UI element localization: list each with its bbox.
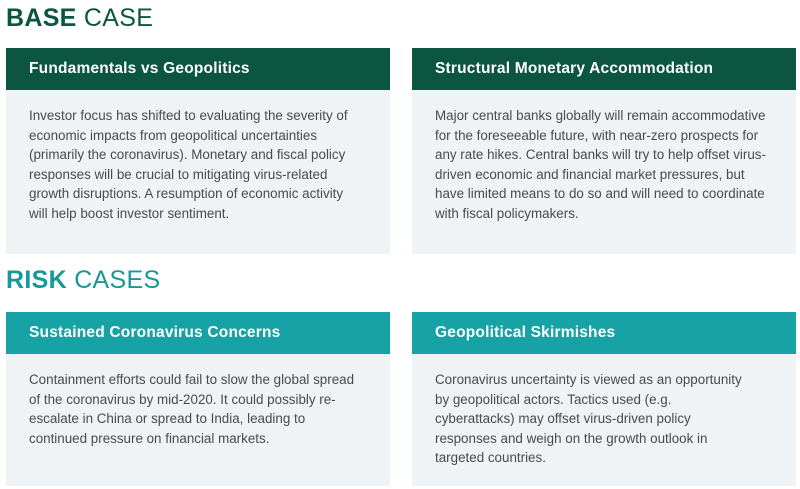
risk-cases-title [6, 266, 160, 295]
card-text-line: Major central banks globally will remain accommodative [435, 108, 766, 123]
card-text-line: for the foreseeable future, with near-zero prospects for [435, 127, 759, 143]
base-case-title-strong: BASE [6, 4, 77, 32]
card-text-line: of the coronavirus by mid-2020. It could possibly re- [29, 391, 336, 407]
card-heading: Structural Monetary Accommodation [412, 48, 796, 90]
card-sustained-coronavirus-concerns [6, 312, 390, 486]
base-case-title-light: CASE [83, 4, 154, 32]
card-text-line: driven economic and financial market pressures, but [435, 166, 745, 182]
risk-cases-title-light: CASES [74, 266, 161, 294]
card-text-line: Coronavirus uncertainty is viewed as an opportunity [435, 372, 742, 387]
card-body [412, 354, 796, 468]
card-text-line: any rate hikes. Central banks will try to help offset virus- [435, 147, 766, 163]
card-geopolitical-skirmishes [412, 312, 796, 486]
card-text-line: have limited means to do so and will need to coordinate [435, 186, 765, 202]
card-heading: Sustained Coronavirus Concerns [6, 312, 390, 354]
card-heading: Fundamentals vs Geopolitics [6, 48, 390, 90]
card-text-line: escalate in China or spread to India, leading to [29, 411, 306, 427]
card-text-line: Containment efforts could fail to slow the global spread [29, 372, 355, 387]
card-text-line: with fiscal policymakers. [435, 205, 579, 221]
card-text-line: will help boost investor sentiment. [29, 205, 230, 221]
card-text-line: cyberattacks) may offset virus-driven policy [435, 411, 691, 427]
card-text-line: Investor focus has shifted to evaluating the severity of [29, 108, 348, 123]
card-text-line: responses will be crucial to mitigating virus-related [29, 166, 328, 182]
card-body [6, 90, 390, 224]
card-structural-monetary-accommodation [412, 48, 796, 254]
card-text-line: by geopolitical actors. Tactics used (e.g. [435, 391, 672, 407]
card-heading: Geopolitical Skirmishes [412, 312, 796, 354]
risk-cases-title-strong: RISK [6, 266, 67, 294]
card-text-line: (primarily the coronavirus). Monetary and fiscal policy [29, 147, 346, 163]
card-text-line: responses and weigh on the growth outlook in [435, 430, 708, 446]
card-text-line: growth disruptions. A resumption of economic activity [29, 186, 344, 202]
card-body [6, 354, 390, 448]
card-body [412, 90, 796, 224]
card-text-line: economic impacts from geopolitical uncertainties [29, 127, 318, 143]
card-text-line: continued pressure on financial markets. [29, 430, 270, 446]
card-text-line: targeted countries. [435, 450, 546, 466]
card-fundamentals-vs-geopolitics [6, 48, 390, 254]
base-case-title [6, 4, 153, 33]
